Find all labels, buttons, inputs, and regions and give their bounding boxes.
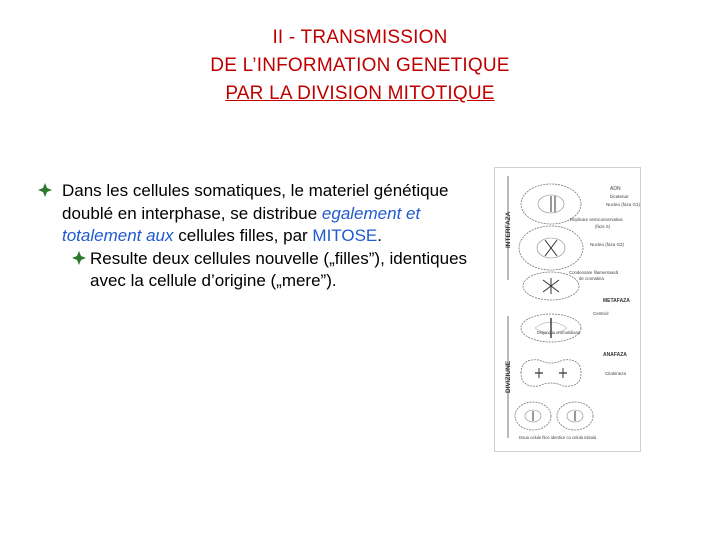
label-citokineza: Citokineza	[605, 371, 627, 376]
mitosis-diagram-svg	[495, 168, 640, 451]
mitosis-diagram	[494, 167, 641, 452]
bullet-1-text: Dans les cellules somatiques, le materiel génétique doublé en interphase, se distribue	[62, 181, 449, 223]
label-centriol: Centriol	[593, 311, 609, 316]
daughter-cells	[515, 402, 593, 430]
label-disjunctie: Disjunctie cromatidiana	[537, 330, 581, 335]
bullet-1-emphasis: egalement et totalement aux	[62, 203, 421, 245]
cell-anaphase	[521, 360, 581, 386]
mitose-term: MITOSE	[312, 226, 378, 245]
label-condensare: Condensare filamentoasă	[569, 270, 618, 275]
diamond-bullet-icon	[72, 251, 86, 265]
label-metafaza: METAFAZA	[603, 298, 630, 304]
bullet-list	[38, 180, 478, 293]
label-replicare: Replicare semiconservativa	[570, 217, 623, 222]
diviziune-label: DIVIZIUNE	[505, 360, 512, 393]
bullet-2-text: Resulte deux cellules nouvelle („filles”), identiques avec la cellule d’origine („mere”).	[90, 248, 468, 290]
bullet-1-end: .	[377, 226, 383, 245]
cell-interphase-g2	[519, 226, 583, 270]
bullet-item-1	[38, 180, 478, 248]
interfaza-label: INTERFAZA	[505, 211, 512, 248]
label-nucleu-g1: Nucleu (faza G1)	[606, 202, 640, 207]
bullet-item-2	[38, 248, 478, 293]
bullet-1-text-cont: cellules filles, par	[173, 226, 313, 245]
title-line-2: DE L’INFORMATION GENETIQUE	[210, 55, 510, 76]
title-line-3: PAR LA DIVISION MITOTIQUE	[225, 83, 495, 104]
diamond-bullet-icon	[38, 183, 52, 197]
label-footer: Doua celule fiice identice cu celula initiala	[519, 435, 597, 440]
cell-metaphase	[521, 314, 581, 342]
label-faza-s: (faza S)	[595, 224, 611, 229]
label-adn: ADN	[610, 186, 621, 192]
label-adn-sub: bicatenar	[610, 194, 629, 199]
title-line-1: II - TRANSMISSION	[272, 27, 448, 48]
page-title	[0, 24, 720, 108]
label-anafaza: ANAFAZA	[603, 352, 627, 358]
cell-prophase	[523, 272, 579, 300]
label-cromatina: de cromatina	[579, 276, 604, 281]
label-nucleu-g2: Nucleu (faza G2)	[590, 242, 625, 247]
